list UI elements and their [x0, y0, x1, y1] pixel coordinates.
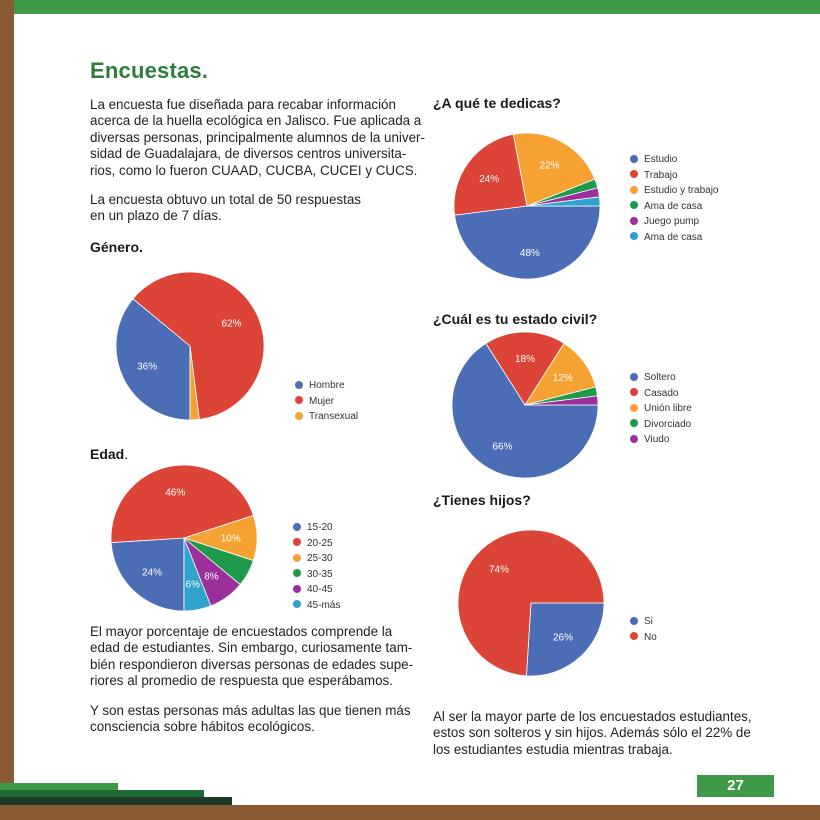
- legend-item: [293, 582, 340, 598]
- legend-item: [630, 614, 657, 630]
- legend-swatch-icon: [630, 232, 638, 240]
- legend-swatch-icon: [630, 388, 638, 396]
- legend-label: No: [644, 631, 657, 643]
- legend-swatch-icon: [295, 412, 303, 420]
- legend-item: [293, 598, 340, 614]
- legend-label: 40-45: [307, 584, 333, 595]
- legend-label: Hombre: [309, 380, 345, 391]
- legend-item: [630, 214, 719, 230]
- legend-swatch-icon: [630, 404, 638, 412]
- pie-data-label: 48%: [519, 248, 540, 260]
- pie-slice-estudio: [455, 206, 600, 279]
- pie-data-label: 8%: [204, 571, 219, 583]
- pie-chart-dedicas: [453, 132, 601, 280]
- legend-swatch-icon: [293, 538, 301, 546]
- conclusion-line: edad de estudiantes. Sin embargo, curiosamente tam-: [90, 640, 413, 656]
- chart-title-civil: ¿Cuál es tu estado civil?: [433, 311, 598, 327]
- pie-chart-hijos: [457, 529, 605, 677]
- total-line: en un plazo de 7 días.: [90, 208, 222, 224]
- conclusion-line: los estudiantes estudia mientras trabaja.: [433, 741, 673, 757]
- legend-label: 20-25: [307, 537, 333, 549]
- legend-swatch-icon: [630, 419, 638, 427]
- conclusion-line: consciencia sobre hábitos ecológicos.: [90, 719, 315, 735]
- pie-data-label: 24%: [142, 567, 163, 579]
- pie-data-label: 10%: [220, 533, 241, 545]
- legend-label: 30-35: [307, 568, 333, 580]
- legend-swatch-icon: [630, 617, 638, 625]
- legend-swatch-icon: [630, 201, 638, 209]
- top-green-bar: [14, 0, 820, 14]
- page-number: 27: [697, 775, 774, 797]
- legend-label: 45-más: [307, 599, 341, 611]
- legend-item: [630, 370, 692, 386]
- legend-label: 15-20: [307, 522, 333, 533]
- conclusion-line: Y son estas personas más adultas las que tienen más: [90, 703, 411, 718]
- intro-line: rios, como lo fueron CUAAD, CUCBA, CUCEI y CUCS.: [90, 162, 418, 178]
- legend-label: Unión libre: [644, 403, 692, 414]
- legend-label: Juego pump: [644, 216, 700, 227]
- pie-data-label: 66%: [492, 441, 513, 453]
- edad-heading-text: Edad: [90, 446, 125, 462]
- page-title: Encuestas.: [90, 58, 209, 83]
- chart-title-hijos: ¿Tienes hijos?: [433, 492, 531, 508]
- conclusion-line: El mayor porcentaje de encuestados comprende la: [90, 624, 393, 639]
- conclusion-line: riores al promedio de respuesta que esperábamos.: [90, 673, 393, 689]
- pie-data-label: 62%: [221, 318, 242, 330]
- pie-data-label: 36%: [137, 361, 158, 373]
- intro-line: sidad de Guadalajara, de diversos centros universita-: [90, 146, 407, 162]
- legend-hijos: [630, 614, 657, 645]
- legend-swatch-icon: [295, 396, 303, 404]
- legend-swatch-icon: [630, 373, 638, 381]
- legend-swatch-icon: [630, 170, 638, 178]
- legend-swatch-icon: [293, 569, 301, 577]
- intro-line: La encuesta fue diseñada para recabar información: [90, 97, 396, 112]
- legend-item: [630, 199, 719, 215]
- pie-data-label: 74%: [489, 564, 510, 576]
- legend-item: [293, 520, 340, 536]
- legend-item: [293, 536, 340, 552]
- legend-item: [630, 168, 719, 184]
- pie-data-label: 24%: [479, 174, 500, 186]
- conclusion-line: estos son solteros y sin hijos. Además sólo el 22% de: [433, 725, 751, 741]
- legend-swatch-icon: [295, 381, 303, 389]
- legend-swatch-icon: [630, 155, 638, 163]
- legend-swatch-icon: [293, 523, 301, 531]
- legend-item: [295, 394, 358, 410]
- pie-chart-genero: [115, 271, 265, 421]
- legend-swatch-icon: [630, 186, 638, 194]
- legend-genero: [295, 378, 358, 425]
- legend-item: [630, 386, 692, 402]
- legend-label: 25-30: [307, 553, 333, 564]
- conclusion-line: bién respondieron diversas personas de edades supe-: [90, 656, 414, 672]
- legend-civil: [630, 370, 692, 448]
- pie-data-label: 22%: [539, 160, 560, 172]
- legend-item: [630, 152, 719, 168]
- legend-item: [293, 551, 340, 567]
- legend-item: [630, 417, 692, 433]
- pie-chart-civil: [451, 331, 599, 479]
- legend-item: [295, 378, 358, 394]
- intro-paragraph: [90, 97, 425, 179]
- legend-label: Estudio: [644, 154, 678, 165]
- legend-label: Casado: [644, 387, 679, 399]
- legend-item: [630, 432, 692, 448]
- legend-swatch-icon: [293, 554, 301, 562]
- legend-label: Estudio y trabajo: [644, 185, 719, 196]
- legend-label: Mujer: [309, 395, 335, 407]
- legend-label: Ama de casa: [644, 231, 703, 243]
- legend-swatch-icon: [293, 600, 301, 608]
- total-paragraph: [90, 192, 361, 225]
- pie-data-label: 12%: [552, 373, 573, 385]
- legend-item: [630, 183, 719, 199]
- legend-label: Transexual: [309, 411, 359, 422]
- legend-item: [630, 401, 692, 417]
- legend-label: Soltero: [644, 372, 676, 383]
- legend-swatch-icon: [293, 585, 301, 593]
- chart-title-genero: Género.: [90, 239, 143, 255]
- legend-swatch-icon: [630, 632, 638, 640]
- legend-label: Trabajo: [644, 169, 678, 181]
- bottom-stripe-dark: [0, 797, 232, 805]
- conclusion-left-paragraph: [90, 624, 413, 690]
- conclusion-right-paragraph: [433, 709, 752, 758]
- legend-label: Si: [644, 616, 653, 627]
- legend-item: [293, 567, 340, 583]
- pie-data-label: 46%: [165, 487, 186, 499]
- edad-heading-dot: .: [124, 446, 129, 462]
- legend-dedicas: [630, 152, 719, 245]
- legend-item: [630, 630, 657, 646]
- chart-title-dedicas: ¿A qué te dedicas?: [433, 95, 561, 111]
- pie-data-label: 6%: [185, 579, 200, 591]
- conclusion-line: Al ser la mayor parte de los encuestados estudiantes,: [433, 709, 752, 724]
- legend-edad: [293, 520, 340, 613]
- intro-line: diversas personas, principalmente alumnos de la univer-: [90, 129, 425, 145]
- pie-data-label: 26%: [552, 632, 573, 644]
- legend-item: [295, 409, 358, 425]
- legend-swatch-icon: [630, 435, 638, 443]
- conclusion-left2-paragraph: [90, 703, 411, 736]
- legend-label: Divorciado: [644, 418, 692, 430]
- pie-data-label: 18%: [514, 353, 536, 365]
- legend-label: Viudo: [644, 434, 670, 445]
- legend-swatch-icon: [630, 217, 638, 225]
- chart-title-edad: [90, 446, 128, 462]
- legend-item: [630, 230, 719, 246]
- pie-chart-edad: [110, 464, 258, 612]
- legend-label: Ama de casa: [644, 200, 703, 212]
- total-line: La encuesta obtuvo un total de 50 respuestas: [90, 192, 361, 207]
- intro-line: acerca de la huella ecológica en Jalisco. Fue aplicada a: [90, 113, 422, 129]
